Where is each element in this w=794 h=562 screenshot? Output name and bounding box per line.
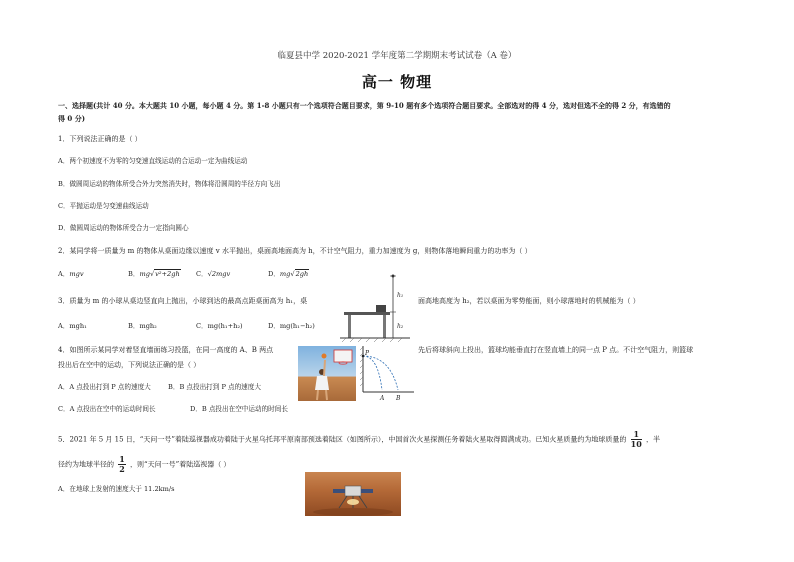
q2-option-b-pre: mg: [139, 270, 150, 278]
q4-label-p: P: [365, 350, 370, 357]
q1-option-c: C．平抛运动是匀变速曲线运动: [58, 202, 149, 210]
q4-path-b: [363, 356, 398, 390]
q5-mars-lander-photo: [305, 472, 401, 516]
q4-stem-right: 先后将球斜向上投出，篮球均能垂直打在竖直墙上的同一点 P 点。不计空气阻力，则篮球: [418, 346, 694, 354]
q2-option-d-rad: 2gh: [295, 270, 309, 278]
q1-stem: 1．下列说法正确的是（ ）: [58, 135, 142, 143]
section-instructions-line1: 一、选择题(共计 40 分。本大题共 10 小题，每小题 4 分。第 1-8 小题只有一个选项符合题目要求，第 9-10 题有多个选项符合题目要求。全部选对的得 4 分，选对但选不全的得 2 分，有选错的: [58, 101, 671, 110]
q4-label-b: B: [396, 395, 401, 402]
q2-option-c: [196, 270, 230, 279]
q4-stem-line2: 投出后在空中的运动，下列说法正确的是（ ）: [58, 361, 201, 369]
q4-player-body: [315, 376, 329, 390]
q5-stem-part1-end: ，半: [646, 435, 661, 444]
q3-table-leg-right: [383, 315, 386, 338]
q1-option-a: A．两个初速度不为零的匀变速直线运动的合运动一定为曲线运动: [58, 157, 248, 165]
q5-engine-glow: [347, 499, 359, 505]
q5-fraction-radius: $\frac{1}{2}$: [119, 454, 125, 474]
q4-player-arm: [324, 360, 325, 376]
q3-option-b: B．mgh₂: [128, 322, 157, 330]
q5-stem-part2-end: ，则“天问一号”着陆巡视器（ ）: [130, 460, 231, 469]
q4-hoop: [339, 362, 347, 364]
q2-option-a: [58, 270, 84, 279]
q5-stem-line2: [58, 455, 230, 474]
q4-stem-left: 4．如图所示某同学对着竖直墙面练习投篮，在同一高度的 A、B 两点: [58, 346, 274, 354]
q4-backboard: [334, 350, 352, 362]
q3-table-figure: [340, 272, 410, 342]
q5-stem-line1: [58, 430, 660, 449]
q2-stem: 2．某同学将一质量为 m 的物体从桌面边缘以速度 v 水平抛出，桌面高地面高为 h，不计空气阻力，重力加速度为 g，则物体落地瞬间重力的功率为（ ）: [58, 247, 532, 255]
exam-title: 临夏县中学 2020-2021 学年度第二学期期末考试试卷（A 卷）: [277, 51, 517, 61]
q5-fraction-mass: $\frac{1}{10}$: [630, 429, 642, 449]
q4-ball: [322, 354, 327, 359]
subject-title: 高一 物理: [361, 73, 433, 91]
q2-option-a-expr: mgv: [69, 270, 84, 278]
q3-label-h2: h₂: [397, 323, 404, 330]
q4-option-d: D．B 点投出在空中运动的时间长: [190, 405, 288, 413]
q3-table-top: [344, 312, 390, 315]
q3-label-h1: h₁: [397, 292, 404, 299]
q3-stem-left: 3．质量为 m 的小球从桌边竖直向上抛出，小球到达的最高点距桌面高为 h₁，桌: [58, 297, 308, 305]
q3-table-leg-left: [348, 315, 351, 338]
q2-option-c-expr: √2mgv: [207, 270, 231, 278]
q4-option-b: B．B 点投出打到 P 点的速度大: [168, 383, 261, 391]
q3-option-c: C．mg(h₁+h₂): [196, 322, 243, 330]
q5-solar-panel-right: [361, 489, 373, 493]
q3-stem-right: 面高地高度为 h₂，若以桌面为零势能面，则小球落地时的机械能为（ ）: [418, 297, 640, 305]
section-instructions-line2: 得 0 分): [58, 114, 86, 123]
q4-label-a: A: [380, 395, 385, 402]
q3-option-d: D．mg(h₁−h₂): [268, 322, 315, 330]
q3-box: [376, 305, 386, 312]
q2-option-a-label: A．: [58, 270, 70, 278]
q4-option-c: C．A 点投出在空中的运动时间长: [58, 405, 156, 413]
q4-basketball-photo: [298, 346, 356, 401]
q3-option-a: A．mgh₁: [58, 322, 87, 330]
q1-option-b: B．做圆周运动的物体所受合外力突然消失时，物体将沿圆周的半径方向飞出: [58, 180, 281, 188]
q5-stem-part1: 5．2021 年 5 月 15 日，“天问一号”着陆巡视器成功着陆于火星乌托邦平原南部预选着陆区（如图所示），中国首次火星探测任务着陆火星取得圆满成功。已知火星质量约为地球质量的: [58, 435, 627, 444]
q2-option-d-pre: mg: [279, 270, 291, 278]
q2-option-b: B．mg√v²+2gh: [128, 270, 180, 278]
q4-path-a: [363, 356, 382, 390]
q2-option-d-label: D．: [268, 270, 280, 278]
q2-option-b-label: B．: [128, 270, 140, 278]
q4-trajectory-diagram: [360, 346, 414, 402]
q5-stem-part2: 径约为地球半径的: [58, 460, 114, 469]
q5-solar-panel-left: [333, 489, 345, 493]
q4-option-a: A．A 点投出打到 P 点的速度大: [58, 383, 151, 391]
q1-option-d: D．做圆周运动的物体所受合力一定指向圆心: [58, 224, 189, 232]
q2-option-d: D．mg√2gh: [268, 270, 309, 278]
q2-option-c-label: C．: [196, 270, 208, 278]
q5-option-a: A．在地球上发射的速度大于 11.2km/s: [58, 485, 175, 493]
q2-option-b-rad: v²+2gh: [155, 270, 180, 278]
q5-lander-body: [345, 486, 361, 496]
